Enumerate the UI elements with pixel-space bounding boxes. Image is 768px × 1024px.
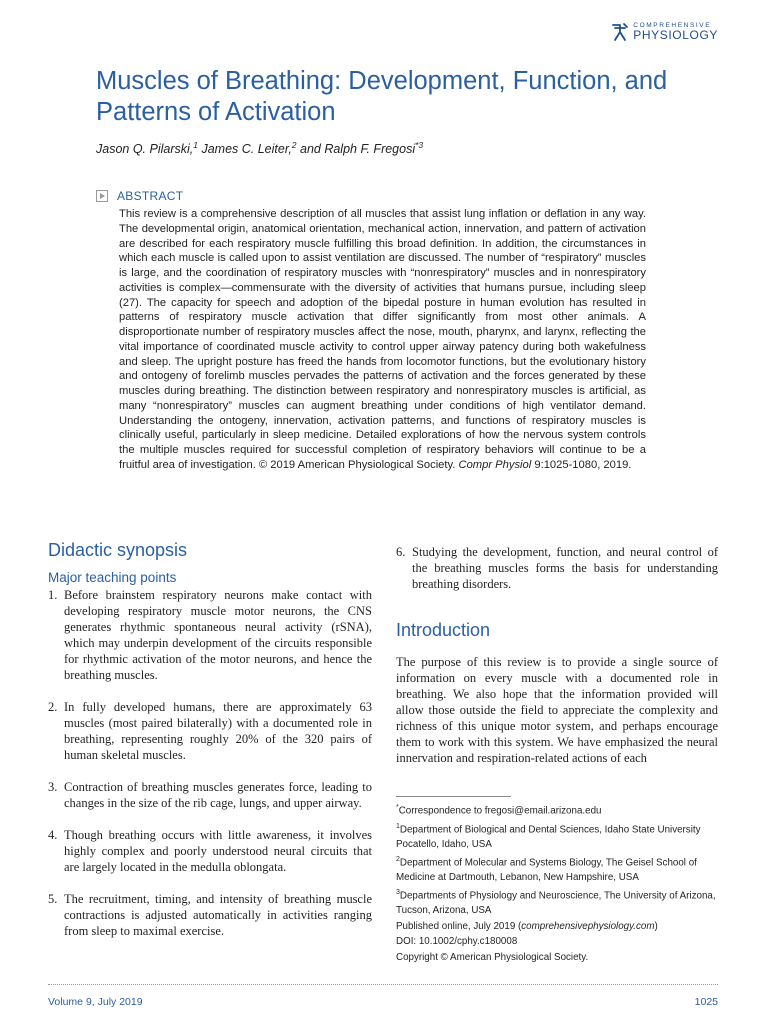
affiliation-1 (396, 820, 718, 852)
affiliation-3 (396, 886, 718, 918)
affiliation-1-text: Department of Biological and Dental Sciences, Idaho State University Pocatello, Idaho, USA (396, 824, 701, 850)
list-item (396, 544, 718, 592)
point-text: Though breathing occurs with little awareness, it involves highly complex and poorly understood neural circuits that are largely located in the medulla oblongata. (64, 828, 372, 874)
page-number: 1025 (694, 996, 718, 1008)
point-text: Contraction of breathing muscles generates force, leading to changes in the size of the rib cage, lungs, and upper airway. (64, 780, 372, 810)
footnote-divider (396, 796, 511, 797)
introduction-heading: Introduction (396, 620, 491, 640)
point-text: The recruitment, timing, and intensity of breathing muscle contractions is adjusted automatically in activities ranging from sleep to maximal exercise. (64, 892, 372, 938)
footnotes (396, 796, 718, 966)
abstract-text: This review is a comprehensive description of all muscles that assist lung inflation or deflation in any way. The developmental origin, anatomical orientation, mechanical action, innervation, and pattern of activation are described for each respiratory muscle fulfilling this broad definition. In addition, the circumstances in which each muscle is called upon to assist ventilation are discussed. The number of “respiratory” muscles is large, and the coordination of respiratory muscles with “nonrespiratory” muscles and in nonrespiratory activities is complex—commensurate with the diversity of activities that humans pursue, including sleep (27). The capacity for speech and adoption of the bipedal posture in human evolution has resulted in patterns of respiratory muscle activation that differ significantly from most other animals. A disproportionate number of respiratory muscles affect the nose, mouth, pharynx, and larynx, reflecting the vital importance of coordinated muscle activity to control upper airway patency during both wakefulness and sleep. The upright posture has freed the hands from locomotor functions, but the evolutionary history and ontogeny of forelimb muscles pervades the patterns of activation and the forces generated by these muscles during breathing. The distinction between respiratory and nonrespiratory muscles is artificial, as many “nonrespiratory” muscles can augment breathing under conditions of high ventilator demand. Understanding the ontogeny, innervation, activation patterns, and functions of respiratory muscles is clinically useful, particularly in sleep medicine. Detailed explorations of how the nervous system controls the multiple muscles required for successful completion of respiratory behaviors will continue to be a fruitful area of investigation. © 2019 American Physiological Society. (119, 208, 646, 471)
affiliation-2-marker: 2 (396, 856, 400, 864)
affiliation-2-text: Department of Molecular and Systems Biology, The Geisel School of Medicine at Dartmouth, Lebanon, New Hampshire, USA (396, 857, 697, 883)
teaching-points-list-continued (396, 544, 718, 592)
correspondence-email-link[interactable]: Correspondence to fregosi@email.arizona.edu (398, 805, 602, 817)
correspondence-note (396, 801, 718, 819)
play-icon (96, 190, 108, 202)
point-number: 5. (48, 892, 58, 906)
point-number: 1. (48, 588, 58, 602)
didactic-heading: Didactic synopsis (48, 540, 188, 560)
author-list (96, 140, 423, 156)
physiology-logo-icon (611, 22, 629, 42)
list-item (48, 779, 372, 811)
point-number: 3. (48, 780, 58, 794)
affiliation-3-marker: 3 (396, 889, 400, 897)
author-3-affiliation: *3 (415, 140, 424, 150)
logo-bottom-text: PHYSIOLOGY (633, 28, 718, 43)
list-item (48, 699, 372, 763)
abstract-body (119, 207, 646, 473)
published-suffix: ) (654, 920, 658, 932)
right-column (396, 544, 718, 766)
point-text: In fully developed humans, there are approximately 63 muscles (most paired bilaterally) with a documented role in breathing, representing roughly 20% of the 320 pairs of human skeletal muscles. (64, 700, 372, 762)
author-1-affiliation: 1 (193, 140, 198, 150)
published-prefix: Published online, July 2019 ( (396, 920, 522, 932)
author-2-affiliation: 2 (291, 140, 297, 150)
list-item (48, 587, 372, 683)
affiliation-2 (396, 853, 718, 885)
author-1: Jason Q. Pilarski, (96, 142, 194, 157)
teaching-points-list (48, 587, 372, 939)
footer-volume: Volume 9, July 2019 (48, 996, 143, 1008)
journal-logo (611, 22, 718, 42)
abstract-citation-journal: Compr Physiol (458, 458, 532, 471)
affiliation-1-marker: 1 (396, 822, 400, 830)
introduction-paragraph: The purpose of this review is to provide a single source of information on every muscle with a documented role in breathing. We also hope that the information provided will allow those outside the field to appreciate the complexity and richness of this unique motor system, and perhaps encourage them to work with this system. We have emphasized the neural innervation and respiration-related actions of each (396, 655, 718, 765)
abstract-label: ABSTRACT (117, 189, 184, 203)
left-column (48, 540, 372, 939)
article-title: Muscles of Breathing: Development, Function, and Patterns of Activation (96, 67, 668, 126)
author-2: James C. Leiter, (198, 142, 292, 157)
point-text: Before brainstem respiratory neurons make contact with developing respiratory muscle motor neurons, the CNS generates rhythmic spontaneous neural activity (rSNA), which may underpin development of the circuits responsible for rhythmic activation of the motor neurons, and hence the breathing muscles. (64, 588, 372, 682)
author-3: and Ralph F. Fregosi (296, 142, 416, 157)
published-note (396, 920, 718, 935)
copyright: Copyright © American Physiological Society. (396, 951, 589, 963)
point-number: 4. (48, 828, 58, 842)
footer-divider (48, 984, 718, 985)
published-site-link[interactable]: comprehensivephysiology.com (521, 920, 655, 932)
point-number: 2. (48, 700, 58, 714)
affiliation-3-text: Departments of Physiology and Neuroscience, The University of Arizona, Tucson, Arizona, USA (396, 890, 716, 917)
abstract-citation-rest: 9:1025-1080, 2019. (531, 458, 632, 471)
doi[interactable]: DOI: 10.1002/cphy.c180008 (396, 936, 518, 948)
logo-top-text: COMPREHENSIVE (633, 21, 712, 29)
list-item (48, 891, 372, 939)
point-number: 6. (396, 545, 406, 559)
teaching-points-heading: Major teaching points (48, 570, 177, 585)
list-item (48, 827, 372, 875)
abstract-heading (96, 189, 183, 203)
correspondence-marker: * (396, 804, 399, 811)
point-text: Studying the development, function, and neural control of the breathing muscles forms the basis for understanding breathing disorders. (412, 545, 718, 591)
